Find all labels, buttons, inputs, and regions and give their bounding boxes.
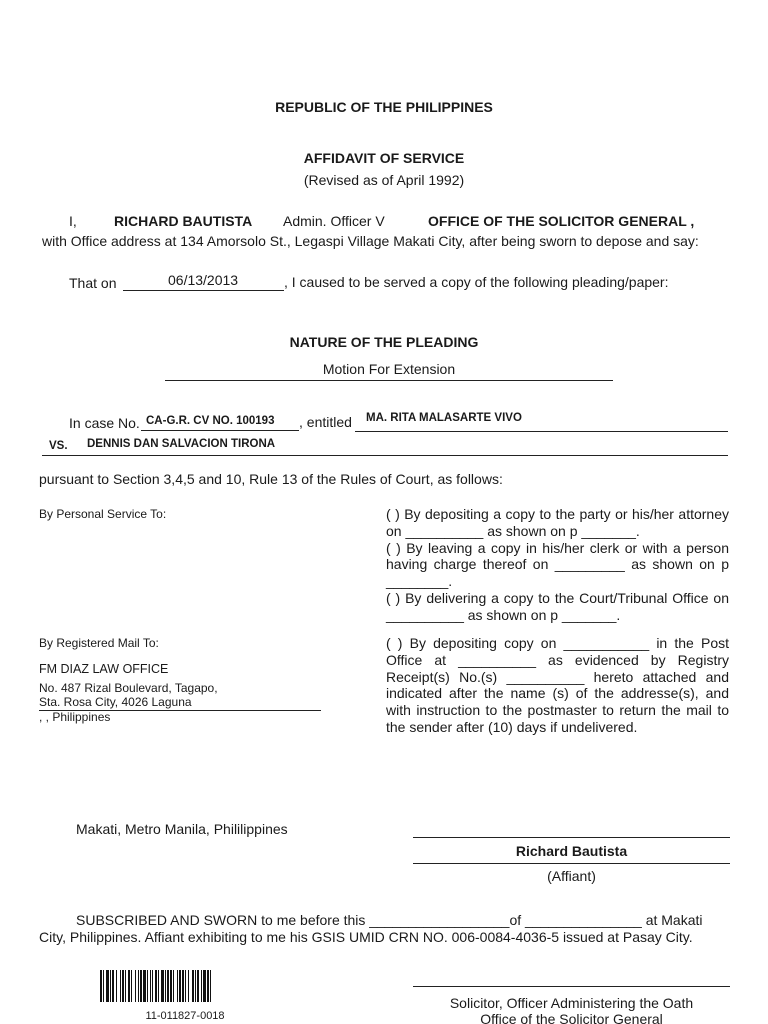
affiant-name-field: RICHARD BAUTISTA — [114, 213, 253, 229]
barcode-bar — [179, 970, 181, 1002]
personal-option-deposit: ( ) By depositing a copy to the party or his/her attorney on __________ as shown on p _______. — [386, 506, 729, 539]
plaintiff-underline — [355, 431, 728, 432]
barcode-bar — [182, 970, 184, 1002]
jurat-line2: City, Philippines. Affiant exhibiting to me his GSIS UMID CRN NO. 006-0084-4036-5 issued at Pasay City. — [39, 929, 693, 945]
barcode-bar — [135, 970, 136, 1002]
pleading-value-field: Motion For Extension — [322, 361, 456, 377]
barcode-bar — [152, 970, 153, 1002]
entitled-label: , entitled — [299, 414, 352, 430]
barcode-bar — [185, 970, 186, 1002]
document-title: AFFIDAVIT OF SERVICE — [303, 150, 465, 166]
barcode-graphic — [100, 970, 270, 1002]
plaintiff-field: MA. RITA MALASARTE VIVO — [366, 412, 522, 424]
personal-service-label: By Personal Service To: — [39, 507, 167, 521]
that-on-label: That on — [69, 275, 117, 291]
signatory-role: (Affiant) — [547, 868, 596, 884]
barcode-bar — [170, 970, 172, 1002]
addressee-address-line2: Sta. Rosa City, 4026 Laguna — [39, 695, 192, 709]
mail-option-deposit: ( ) By depositing copy on ___________ in the Post Office at __________ as evidenced by Registry Receipt(s) No.(s) __________ hereto attached and indicated after the name (s) of the addresse(s), and with instruction to the postmaster to return the mail to the sender after (10) days if undelivered. — [386, 635, 729, 735]
barcode-bar — [192, 970, 194, 1002]
pleading-underline — [165, 380, 613, 381]
republic-heading: REPUBLIC OF THE PHILIPPINES — [275, 99, 493, 115]
pronoun-label: I, — [69, 213, 77, 229]
barcode-bar — [138, 970, 139, 1002]
barcode-bar — [203, 970, 206, 1002]
barcode-bar — [103, 970, 104, 1002]
barcode-bar — [197, 970, 199, 1002]
barcode-bar — [140, 970, 142, 1002]
personal-option-delivering: ( ) By delivering a copy to the Court/Tribunal Office on __________ as shown on p _______. — [386, 589, 729, 623]
barcode-bar — [143, 970, 146, 1002]
case-number-underline — [141, 430, 299, 431]
affiant-position-field: Admin. Officer V — [283, 213, 385, 229]
service-date-underline — [123, 290, 284, 291]
revision-note: (Revised as of April 1992) — [303, 172, 465, 188]
barcode-bar — [207, 970, 209, 1002]
barcode-bar — [116, 970, 117, 1002]
barcode-bar — [120, 970, 121, 1002]
addressee-name: FM DIAZ LAW OFFICE — [39, 662, 169, 676]
registered-mail-option — [386, 635, 729, 736]
barcode-bar — [165, 970, 166, 1002]
barcode-bar — [106, 970, 109, 1002]
office-address-text: with Office address at 134 Amorsolo St., Legaspi Village Makati City, after being sworn to depose and say: — [42, 233, 699, 249]
barcode-bar — [155, 970, 157, 1002]
barcode-bar — [210, 970, 211, 1002]
signature-top-line — [413, 837, 730, 838]
case-no-label: In case No. — [69, 415, 140, 431]
barcode-bar — [158, 970, 159, 1002]
barcode-bar — [100, 970, 102, 1002]
affiant-office-field: OFFICE OF THE SOLICITOR GENERAL , — [428, 213, 695, 229]
barcode-number: 11-011827-0018 — [145, 1010, 225, 1022]
pursuant-text: pursuant to Section 3,4,5 and 10, Rule 13 of the Rules of Court, as follows: — [39, 471, 503, 487]
case-number-field: CA-G.R. CV NO. 100193 — [146, 415, 275, 427]
officer-signature-line — [413, 986, 730, 987]
registered-mail-label: By Registered Mail To: — [39, 636, 159, 650]
barcode-bar — [201, 970, 202, 1002]
barcode-bar — [188, 970, 189, 1002]
barcode-bar — [131, 970, 132, 1002]
service-date-suffix: , I caused to be served a copy of the following pleading/paper: — [284, 274, 669, 290]
barcode-bar — [110, 970, 111, 1002]
barcode-bar — [173, 970, 174, 1002]
officer-title: Solicitor, Officer Administering the Oath — [449, 995, 694, 1011]
jurat-line1: SUBSCRIBED AND SWORN to me before this __________________of _______________ at Makati — [76, 912, 703, 928]
pleading-heading: NATURE OF THE PLEADING — [289, 334, 479, 350]
barcode-bar — [177, 970, 178, 1002]
addressee-address-line3: , , Philippines — [39, 710, 111, 724]
barcode-bar — [128, 970, 130, 1002]
barcode-bar — [195, 970, 196, 1002]
versus-label: VS. — [49, 440, 68, 452]
barcode-bar — [112, 970, 114, 1002]
location-text: Makati, Metro Manila, Phililippines — [76, 821, 288, 837]
barcode-bar — [122, 970, 124, 1002]
barcode-bar — [147, 970, 148, 1002]
personal-service-options — [386, 506, 729, 624]
barcode-bar — [167, 970, 169, 1002]
personal-option-leaving: ( ) By leaving a copy in his/her clerk or with a person having charge thereof on _________ as shown on p ________. — [386, 539, 729, 590]
barcode-bar — [150, 970, 151, 1002]
signature-bottom-line — [413, 863, 730, 864]
officer-office: Office of the Solicitor General — [480, 1011, 663, 1024]
defendant-field: DENNIS DAN SALVACION TIRONA — [87, 438, 276, 450]
service-date-field: 06/13/2013 — [168, 272, 239, 288]
addressee-address-line1: No. 487 Rizal Boulevard, Tagapo, — [39, 681, 218, 695]
defendant-underline — [42, 455, 728, 456]
barcode-bar — [125, 970, 126, 1002]
barcode-bar — [161, 970, 164, 1002]
signatory-name: Richard Bautista — [515, 843, 628, 859]
